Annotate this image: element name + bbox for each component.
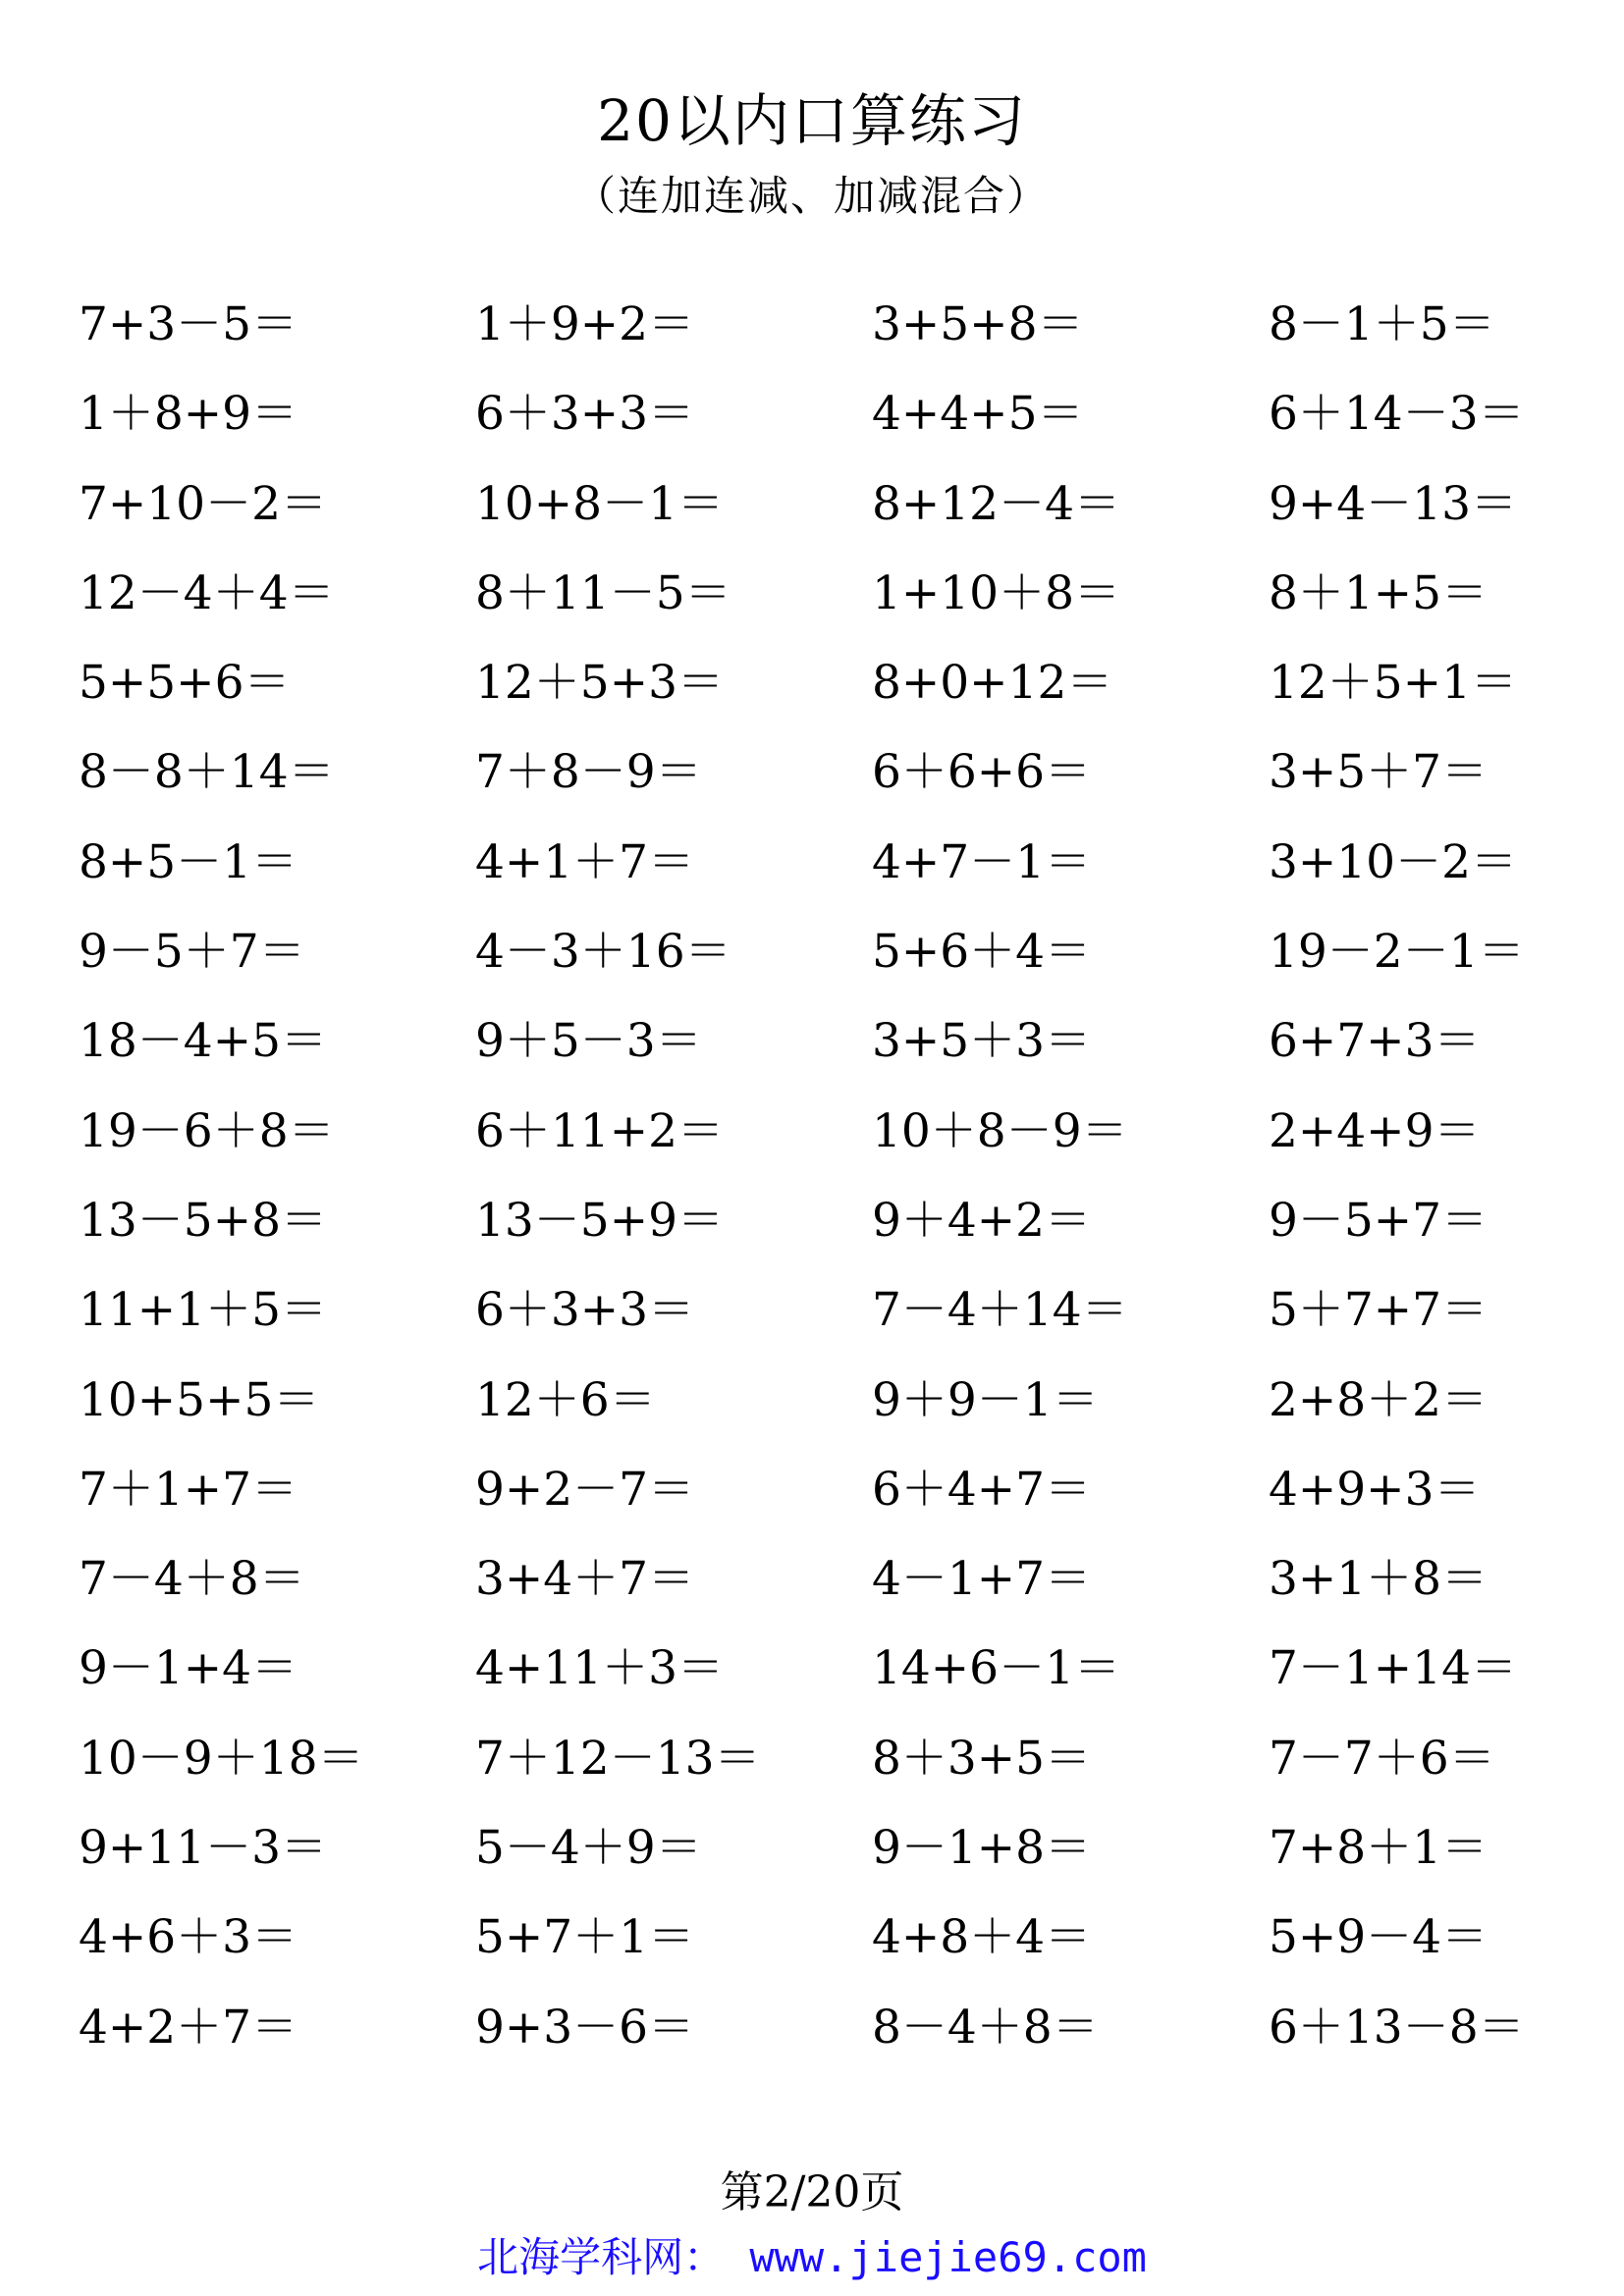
arithmetic-problem: 12＋6＝ <box>475 1372 656 1427</box>
arithmetic-problem: 5+7＋1＝ <box>475 1910 695 1965</box>
arithmetic-problem: 6+7+3＝ <box>1269 1014 1481 1069</box>
arithmetic-problem: 9+4－13＝ <box>1269 476 1517 531</box>
arithmetic-problem: 9－5+7＝ <box>1269 1193 1489 1248</box>
page-title: 20以内口算练习 <box>597 87 1027 154</box>
page-number: 第2/20页 <box>720 2167 904 2217</box>
arithmetic-problem: 13－5+8＝ <box>79 1193 327 1248</box>
arithmetic-problem: 7－7＋6＝ <box>1269 1731 1495 1786</box>
arithmetic-problem: 10＋8－9＝ <box>872 1103 1128 1158</box>
arithmetic-problem: 19－2－1＝ <box>1269 925 1525 980</box>
arithmetic-problem: 4－3＋16＝ <box>475 925 731 980</box>
arithmetic-problem: 10+5+5＝ <box>79 1372 320 1427</box>
arithmetic-problem: 9+2－7＝ <box>475 1462 695 1517</box>
arithmetic-problem: 9+3－6＝ <box>475 2000 695 2055</box>
arithmetic-problem: 9＋4+2＝ <box>872 1193 1092 1248</box>
arithmetic-problem: 4+1＋7＝ <box>475 834 695 889</box>
arithmetic-problem: 4+9+3＝ <box>1269 1462 1481 1517</box>
arithmetic-problem: 2+4+9＝ <box>1269 1103 1481 1158</box>
arithmetic-problem: 4+2＋7＝ <box>79 2000 298 2055</box>
arithmetic-problem: 9＋9－1＝ <box>872 1372 1099 1427</box>
arithmetic-problem: 12＋5+3＝ <box>475 656 724 711</box>
arithmetic-problem: 5－4＋9＝ <box>475 1821 702 1876</box>
arithmetic-problem: 3+10－2＝ <box>1269 834 1517 889</box>
page-subtitle: （连加连减、加减混合） <box>573 172 1050 220</box>
arithmetic-problem: 6＋3+3＝ <box>475 387 695 442</box>
watermark-text: 北海学科网： www.jiejie69.com <box>477 2233 1147 2281</box>
arithmetic-problem: 6＋6+6＝ <box>872 745 1092 800</box>
arithmetic-problem: 9－1+8＝ <box>872 1821 1092 1876</box>
arithmetic-problem: 9－5＋7＝ <box>79 925 305 980</box>
arithmetic-problem: 5＋7+7＝ <box>1269 1283 1489 1338</box>
arithmetic-problem: 5+9－4＝ <box>1269 1910 1489 1965</box>
arithmetic-problem: 7－1+14＝ <box>1269 1641 1517 1696</box>
arithmetic-problem: 7－4＋8＝ <box>79 1552 305 1607</box>
arithmetic-problem: 8+0+12＝ <box>872 656 1113 711</box>
arithmetic-problem: 8＋1+5＝ <box>1269 565 1489 620</box>
arithmetic-problem: 7＋1+7＝ <box>79 1462 298 1517</box>
arithmetic-problem: 6＋3+3＝ <box>475 1283 695 1338</box>
arithmetic-problem: 5+5+6＝ <box>79 656 291 711</box>
arithmetic-problem: 2+8＋2＝ <box>1269 1372 1489 1427</box>
arithmetic-problem: 10+8－1＝ <box>475 476 724 531</box>
arithmetic-problem: 6＋11+2＝ <box>475 1103 724 1158</box>
arithmetic-problem: 14+6－1＝ <box>872 1641 1120 1696</box>
arithmetic-problem: 9－1+4＝ <box>79 1641 298 1696</box>
arithmetic-problem: 7+3－5＝ <box>79 297 298 351</box>
arithmetic-problem: 9＋5－3＝ <box>475 1014 702 1069</box>
arithmetic-problem: 1＋8+9＝ <box>79 387 298 442</box>
arithmetic-problem: 8+5－1＝ <box>79 834 298 889</box>
arithmetic-problem: 4+8＋4＝ <box>872 1910 1092 1965</box>
arithmetic-problem: 13－5+9＝ <box>475 1193 724 1248</box>
arithmetic-problem: 5+6＋4＝ <box>872 925 1092 980</box>
arithmetic-problem: 3+5+8＝ <box>872 297 1084 351</box>
arithmetic-problem: 7+10－2＝ <box>79 476 327 531</box>
arithmetic-problem: 7－4＋14＝ <box>872 1283 1128 1338</box>
arithmetic-problem: 3+1＋8＝ <box>1269 1552 1489 1607</box>
arithmetic-problem: 3+5＋7＝ <box>1269 745 1489 800</box>
arithmetic-problem: 4+7－1＝ <box>872 834 1092 889</box>
arithmetic-problem: 1+10＋8＝ <box>872 565 1120 620</box>
arithmetic-problem: 7+8＋1＝ <box>1269 1821 1489 1876</box>
arithmetic-problem: 6＋14－3＝ <box>1269 387 1525 442</box>
arithmetic-problem: 4+6＋3＝ <box>79 1910 298 1965</box>
arithmetic-problem: 12＋5+1＝ <box>1269 656 1517 711</box>
arithmetic-problem: 11+1＋5＝ <box>79 1283 327 1338</box>
arithmetic-problem: 7＋8－9＝ <box>475 745 702 800</box>
arithmetic-problem: 9+11－3＝ <box>79 1821 327 1876</box>
arithmetic-problem: 19－6＋8＝ <box>79 1103 335 1158</box>
arithmetic-problem: 7＋12－13＝ <box>475 1731 761 1786</box>
arithmetic-problem: 8－1＋5＝ <box>1269 297 1495 351</box>
arithmetic-problem: 8＋11－5＝ <box>475 565 731 620</box>
arithmetic-problem: 12－4＋4＝ <box>79 565 335 620</box>
arithmetic-problem: 10－9＋18＝ <box>79 1731 364 1786</box>
arithmetic-problem: 8－4＋8＝ <box>872 2000 1099 2055</box>
arithmetic-problem: 8＋3+5＝ <box>872 1731 1092 1786</box>
arithmetic-problem: 4+4+5＝ <box>872 387 1084 442</box>
arithmetic-problem: 4+11＋3＝ <box>475 1641 724 1696</box>
arithmetic-problem: 4－1+7＝ <box>872 1552 1092 1607</box>
arithmetic-problem: 6＋4+7＝ <box>872 1462 1092 1517</box>
arithmetic-problem: 18－4+5＝ <box>79 1014 327 1069</box>
arithmetic-problem: 6＋13－8＝ <box>1269 2000 1525 2055</box>
arithmetic-problem: 8－8＋14＝ <box>79 745 335 800</box>
problem-grid <box>79 291 1610 2083</box>
arithmetic-problem: 8+12－4＝ <box>872 476 1120 531</box>
arithmetic-problem: 1＋9+2＝ <box>475 297 695 351</box>
arithmetic-problem: 3+4＋7＝ <box>475 1552 695 1607</box>
arithmetic-problem: 3+5＋3＝ <box>872 1014 1092 1069</box>
